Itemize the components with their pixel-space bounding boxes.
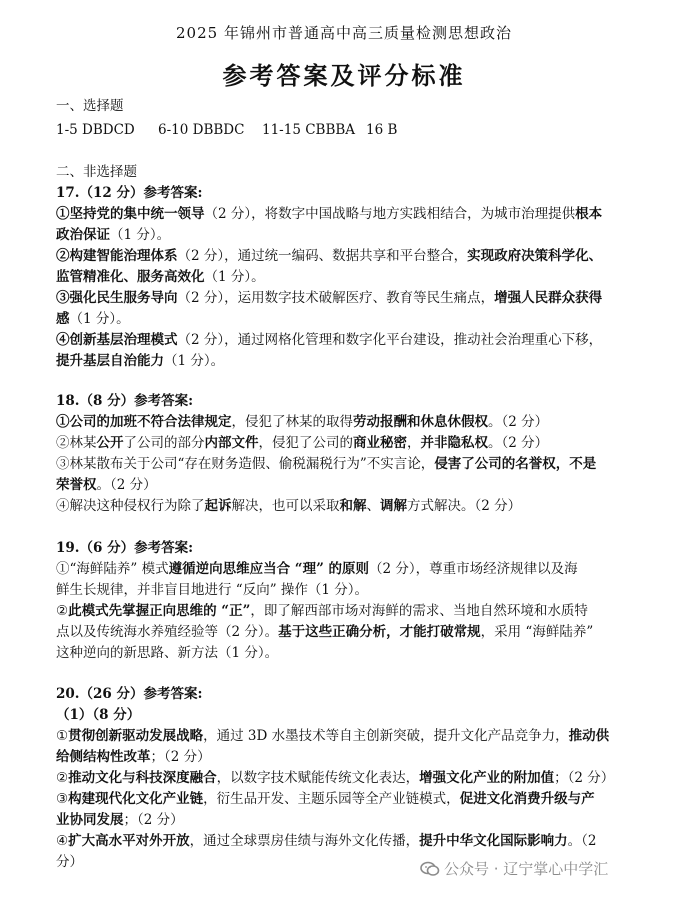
q19-point2: ②此模式先掌握正向思维的 “正”，即了解西部市场对海鲜的需求、当地自然环境和水质特 — [56, 603, 588, 619]
q20-subheading: （1）（8 分） — [56, 707, 141, 723]
section1-heading: 一、选择题 — [56, 98, 124, 114]
mc-answers-6-10: 6-10 DBBDC — [158, 122, 245, 138]
q18-point3: ③林某散布关于公司“存在财务造假、偷税漏税行为”不实言论，侵害了公司的名誉权，不是 — [56, 456, 597, 472]
q18-point2: ②林某公开了公司的部分内部文件，侵犯了公司的商业秘密，并非隐私权。（2 分） — [56, 435, 549, 451]
q19-point1: ①“海鲜陆养” 模式遵循逆向思维应当合 “理” 的原则（2 分），尊重市场经济规律以及海 — [56, 561, 578, 577]
q20-point4-cont: 分） — [56, 854, 83, 870]
q20-point3-cont: 业协同发展；（2 分） — [56, 812, 184, 828]
mc-answer-16: 16 B — [366, 122, 398, 138]
q17-point3: ③强化民生服务导向（2 分），运用数字技术破解医疗、教育等民生痛点，增强人民群众获得 — [56, 290, 603, 306]
q19-point2-end: 这种逆向的新思路、新方法（1 分）。 — [56, 645, 279, 661]
watermark — [420, 858, 608, 879]
exam-subtitle: 2025 年锦州市普通高中高三质量检测思想政治 — [176, 24, 512, 42]
mc-answers-11-15: 11-15 CBBBA — [262, 122, 356, 138]
q20-heading: 20.（26 分）参考答案: — [56, 686, 203, 702]
wechat-icon — [420, 861, 440, 877]
q17-point1: ①坚持党的集中统一领导（2 分），将数字中国战略与地方实践相结合，为城市治理提供根本 — [56, 206, 603, 222]
q20-point4: ④扩大高水平对外开放，通过全球票房佳绩与海外文化传播，提升中华文化国际影响力。（2 — [56, 833, 597, 849]
section2-heading: 二、非选择题 — [56, 164, 137, 180]
q17-heading: 17.（12 分）参考答案: — [56, 185, 203, 201]
q18-heading: 18.（8 分）参考答案: — [56, 393, 194, 409]
mc-answers-1-5: 1-5 DBDCD — [56, 122, 135, 138]
q20-point1-cont: 给侧结构性改革；（2 分） — [56, 749, 211, 765]
q17-point3-cont: 感（1 分）。 — [56, 311, 130, 327]
q18-point4: ④解决这种侵权行为除了起诉解决，也可以采取和解、调解方式解决。（2 分） — [56, 498, 522, 514]
q17-point1-cont: 政治保证（1 分）。 — [56, 227, 171, 243]
q17-point2: ②构建智能治理体系（2 分），通过统一编码、数据共享和平台整合，实现政府决策科学化、 — [56, 248, 603, 264]
q20-point1: ①贯彻创新驱动发展战略，通过 3D 水墨技术等自主创新突破，提升文化产品竞争力，推动供 — [56, 728, 610, 744]
q18-point1: ①公司的加班不符合法律规定，侵犯了林某的取得劳动报酬和休息休假权。（2 分） — [56, 414, 549, 430]
q17-point4: ④创新基层治理模式（2 分），通过网格化管理和数字化平台建设，推动社会治理重心下移， — [56, 332, 603, 348]
q17-point2-cont: 监管精准化、服务高效化（1 分）。 — [56, 269, 265, 285]
q19-heading: 19.（6 分）参考答案: — [56, 540, 194, 556]
q19-point2-cont: 点以及传统海水养殖经验等（2 分）。基于这些正确分析，才能打破常规，采用 “海鲜陆养” — [56, 624, 594, 640]
q20-point2: ②推动文化与科技深度融合，以数字技术赋能传统文化表达，增强文化产业的附加值；（2 分） — [56, 770, 615, 786]
q18-point3-cont: 荣誉权。（2 分） — [56, 477, 157, 493]
q20-point3: ③构建现代化文化产业链，衍生品开发、主题乐园等全产业链模式，促进文化消费升级与产 — [56, 791, 595, 807]
page-title: 参考答案及评分标准 — [222, 62, 466, 90]
q17-point4-cont: 提升基层自治能力（1 分）。 — [56, 353, 225, 369]
watermark-text: 公众号 · 辽宁掌心中学汇 — [444, 860, 609, 878]
q19-point1-cont: 鲜生长规律，并非盲目地进行 “反向” 操作（1 分）。 — [56, 582, 369, 598]
